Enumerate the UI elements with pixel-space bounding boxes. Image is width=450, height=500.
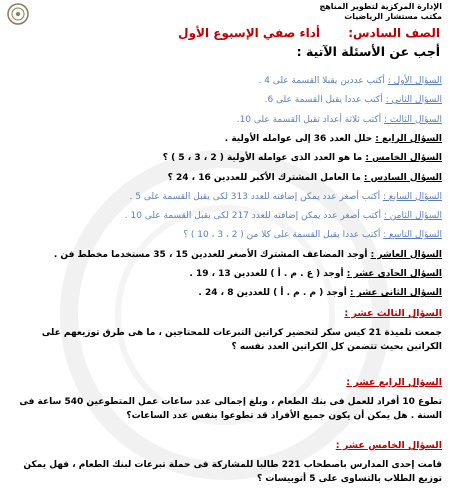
question-text: أكتب أصغر عدد يمكن إضافته للعدد 313 لكى يقبل القسمة على 5 . — [129, 191, 383, 202]
question-row — [265, 95, 442, 105]
question-text: أكتب عددين يقبلا القسمة على 4 . — [258, 76, 388, 86]
question-text: أكتب عددا يقبل القسمة على 6. — [264, 95, 386, 106]
question-row — [54, 250, 442, 260]
question-text: ما العامل المشترك الأكبر للعددين 16 ، 24 ؟ — [167, 172, 364, 183]
question-row — [130, 192, 442, 202]
question-row — [225, 134, 442, 144]
question-label: السؤال الخامس : — [365, 153, 442, 164]
question-text: ما هو العدد الذى عوامله الأولية ( 2 ، 3 ، 5 ) ؟ — [162, 153, 366, 164]
section-line: تطوع 10 أفراد للعمل فى بنك الطعام ، وبلغ إجمالى عدد ساعات عمل المتطوعين 540 ساعة فى — [19, 397, 442, 407]
question-text: أوجد ( م . م . أ ) للعددين 8 ، 24 . — [198, 288, 350, 299]
section-line: قامت إحدى المدارس باصطحاب 221 طالبا للمشاركة فى حملة تبرعات لبنك الطعام ، فهل يمكن — [23, 460, 442, 470]
section-line: السنة . هل يمكن أن يكون جميع الأفراد قد تطوعوا بنفس عدد الساعات؟ — [126, 411, 442, 421]
question-text: أوجد ( ع . م . أ ) للعددين 13 ، 19 . — [189, 269, 347, 279]
question-row — [168, 173, 442, 183]
question-row — [198, 288, 442, 298]
question-label: السؤال الثالث : — [384, 114, 442, 125]
question-label: السؤال التاسع : — [383, 230, 442, 241]
question-label: السؤال السادس : — [363, 172, 442, 183]
question-text: أكتب ثلاثة أعداد تقبل القسمة على 10. — [236, 114, 384, 125]
section-text — [6, 395, 442, 423]
page-title: أداء صفي الإسبوع الأول — [178, 26, 320, 40]
section-text — [6, 326, 442, 354]
section-line: جمعت تلميذة 21 كيس سكر لتحضير كراتين التبرعات للمحتاجين ، ما هى طرق توزيعهم على — [41, 328, 442, 338]
section-heading: السؤال الخامس عشر : — [335, 440, 442, 451]
question-label: السؤال السابع : — [382, 191, 442, 202]
question-row — [163, 153, 442, 163]
question-text: أكتب أصغر عدد يمكن إضافته للعدد 217 لكى يقبل القسمة على 10 . — [124, 211, 384, 222]
question-row — [125, 211, 442, 221]
question-row — [189, 269, 442, 279]
section-heading: السؤال الثالث عشر : — [344, 308, 442, 319]
question-label: السؤال العاشر : — [370, 249, 442, 260]
section-line: توزيع الطلاب بالتساوى على 5 أتوبيسات ؟ — [257, 474, 442, 484]
question-label: السؤال الأول : — [387, 76, 442, 86]
section-line: الكراتين بحيث تتضمن كل الكراتين العدد نفسه ؟ — [231, 342, 442, 352]
question-label: السؤال الثامن : — [383, 211, 442, 222]
question-row — [183, 230, 442, 240]
ministry-logo-icon — [6, 2, 38, 26]
title-row — [80, 26, 440, 42]
header-line-2: مكتب مستشار الرياضيات — [344, 12, 442, 21]
question-label: السؤال الحادى عشر : — [346, 269, 442, 279]
instruction: أجب عن الأسئلة الآتية : — [296, 44, 440, 59]
section-text — [6, 458, 442, 486]
question-text: أوجد المضاعف المشترك الأصغر للعددين 15 ، 35 مستخدما مخطط فن . — [53, 249, 371, 260]
question-row — [258, 76, 442, 86]
question-row — [237, 115, 442, 125]
grade-label: الصف السادس: — [348, 26, 440, 40]
question-label: السؤال الثانى عشر : — [349, 288, 442, 299]
question-text: حلل العدد 36 إلى عوامله الأولية . — [224, 133, 376, 144]
section-heading: السؤال الرابع عشر : — [346, 377, 442, 388]
header-line-1: الإدارة المركزية لتطوير المناهج — [319, 2, 442, 11]
question-label: السؤال الرابع : — [375, 133, 442, 144]
question-label: السؤال الثاني : — [385, 95, 442, 106]
question-text: أكتب عددا يقبل القسمة على كلا من ( 2 ، 3 ، 10 ) ؟ — [183, 230, 384, 241]
